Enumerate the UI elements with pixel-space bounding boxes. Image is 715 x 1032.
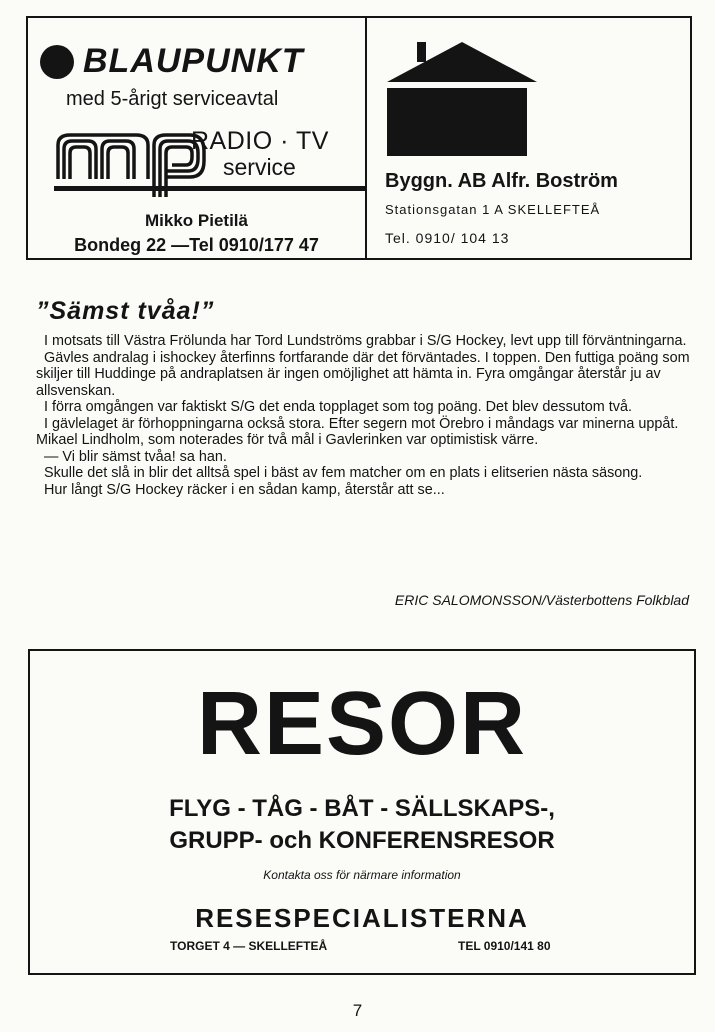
blaupunkt-subtitle: med 5-årigt serviceavtal <box>66 88 279 110</box>
byggn-address: Stationsgatan 1 A SKELLEFTEÅ <box>385 202 601 217</box>
article-paragraph: I gävlelaget är förhoppningarna också stora. Efter segern mot Örebro i måndags var minerna uppåt. Mikael Lindholm, som noterades för två mål i Gavlerinken var optimistisk värre. <box>36 415 679 448</box>
byggn-name: Byggn. AB Alfr. Boström <box>385 170 618 192</box>
page-number: 7 <box>352 1001 363 1020</box>
blaupunkt-brand-row <box>40 42 304 81</box>
article-title: ”Sämst tvåa!” <box>36 297 215 325</box>
blaupunkt-brand: BLAUPUNKT <box>83 42 304 80</box>
resor-company: RESESPECIALISTERNA <box>195 903 529 933</box>
article-paragraph: I förra omgången var faktiskt S/G det enda topplaget som tog poäng. Det blev dessutom två. <box>44 399 632 415</box>
article-paragraph: Gävles andralag i ishockey återfinns fortfarande där det förväntades. I toppen. Den futtiga poäng som skiljer till Huddinge på andraplatsen är ingen omöjlighet att hämta in. Fyra omgångar återstår ju av allsvenskan. <box>36 349 690 399</box>
resor-address: TORGET 4 — SKELLEFTEÅ <box>170 939 328 953</box>
byggn-tel: Tel. 0910/ 104 13 <box>385 230 510 246</box>
mp-owner: Mikko Pietilä <box>145 211 248 230</box>
mp-address: Bondeg 22 —Tel 0910/177 47 <box>74 235 319 255</box>
article-paragraph: Hur långt S/G Hockey räcker i en sådan kamp, återstår att se... <box>44 481 445 498</box>
article-body <box>36 333 690 498</box>
blaupunkt-dot-icon <box>40 45 74 79</box>
mp-service: service <box>223 154 296 180</box>
article-paragraph: Skulle det slå in blir det alltså spel i bäst av fem matcher om en plats i elitserien nästa säsong. <box>44 465 643 481</box>
ad-top-box <box>26 16 692 260</box>
resor-line-2: GRUPP- och KONFERENSRESOR <box>169 827 555 854</box>
article-byline: ERIC SALOMONSSON/Västerbottens Folkblad <box>394 592 689 608</box>
ad-byggn <box>367 18 690 258</box>
ad-resor <box>28 649 696 975</box>
resor-tel: TEL 0910/141 80 <box>458 939 551 953</box>
resor-line-1: FLYG - TÅG - BÅT - SÄLLSKAPS-, <box>169 795 555 822</box>
article-paragraph: I motsats till Västra Frölunda har Tord Lundströms grabbar i S/G Hockey, levt upp till förväntningarna. <box>44 333 687 349</box>
house-icon <box>387 38 537 158</box>
resor-title: RESOR <box>196 674 528 774</box>
article-paragraph: — Vi blir sämst tvåa! sa han. <box>44 448 227 465</box>
ad-blaupunkt <box>28 18 367 258</box>
mp-radio-tv: RADIO · TV <box>191 127 329 155</box>
resor-contact: Kontakta oss för närmare information <box>263 868 461 882</box>
